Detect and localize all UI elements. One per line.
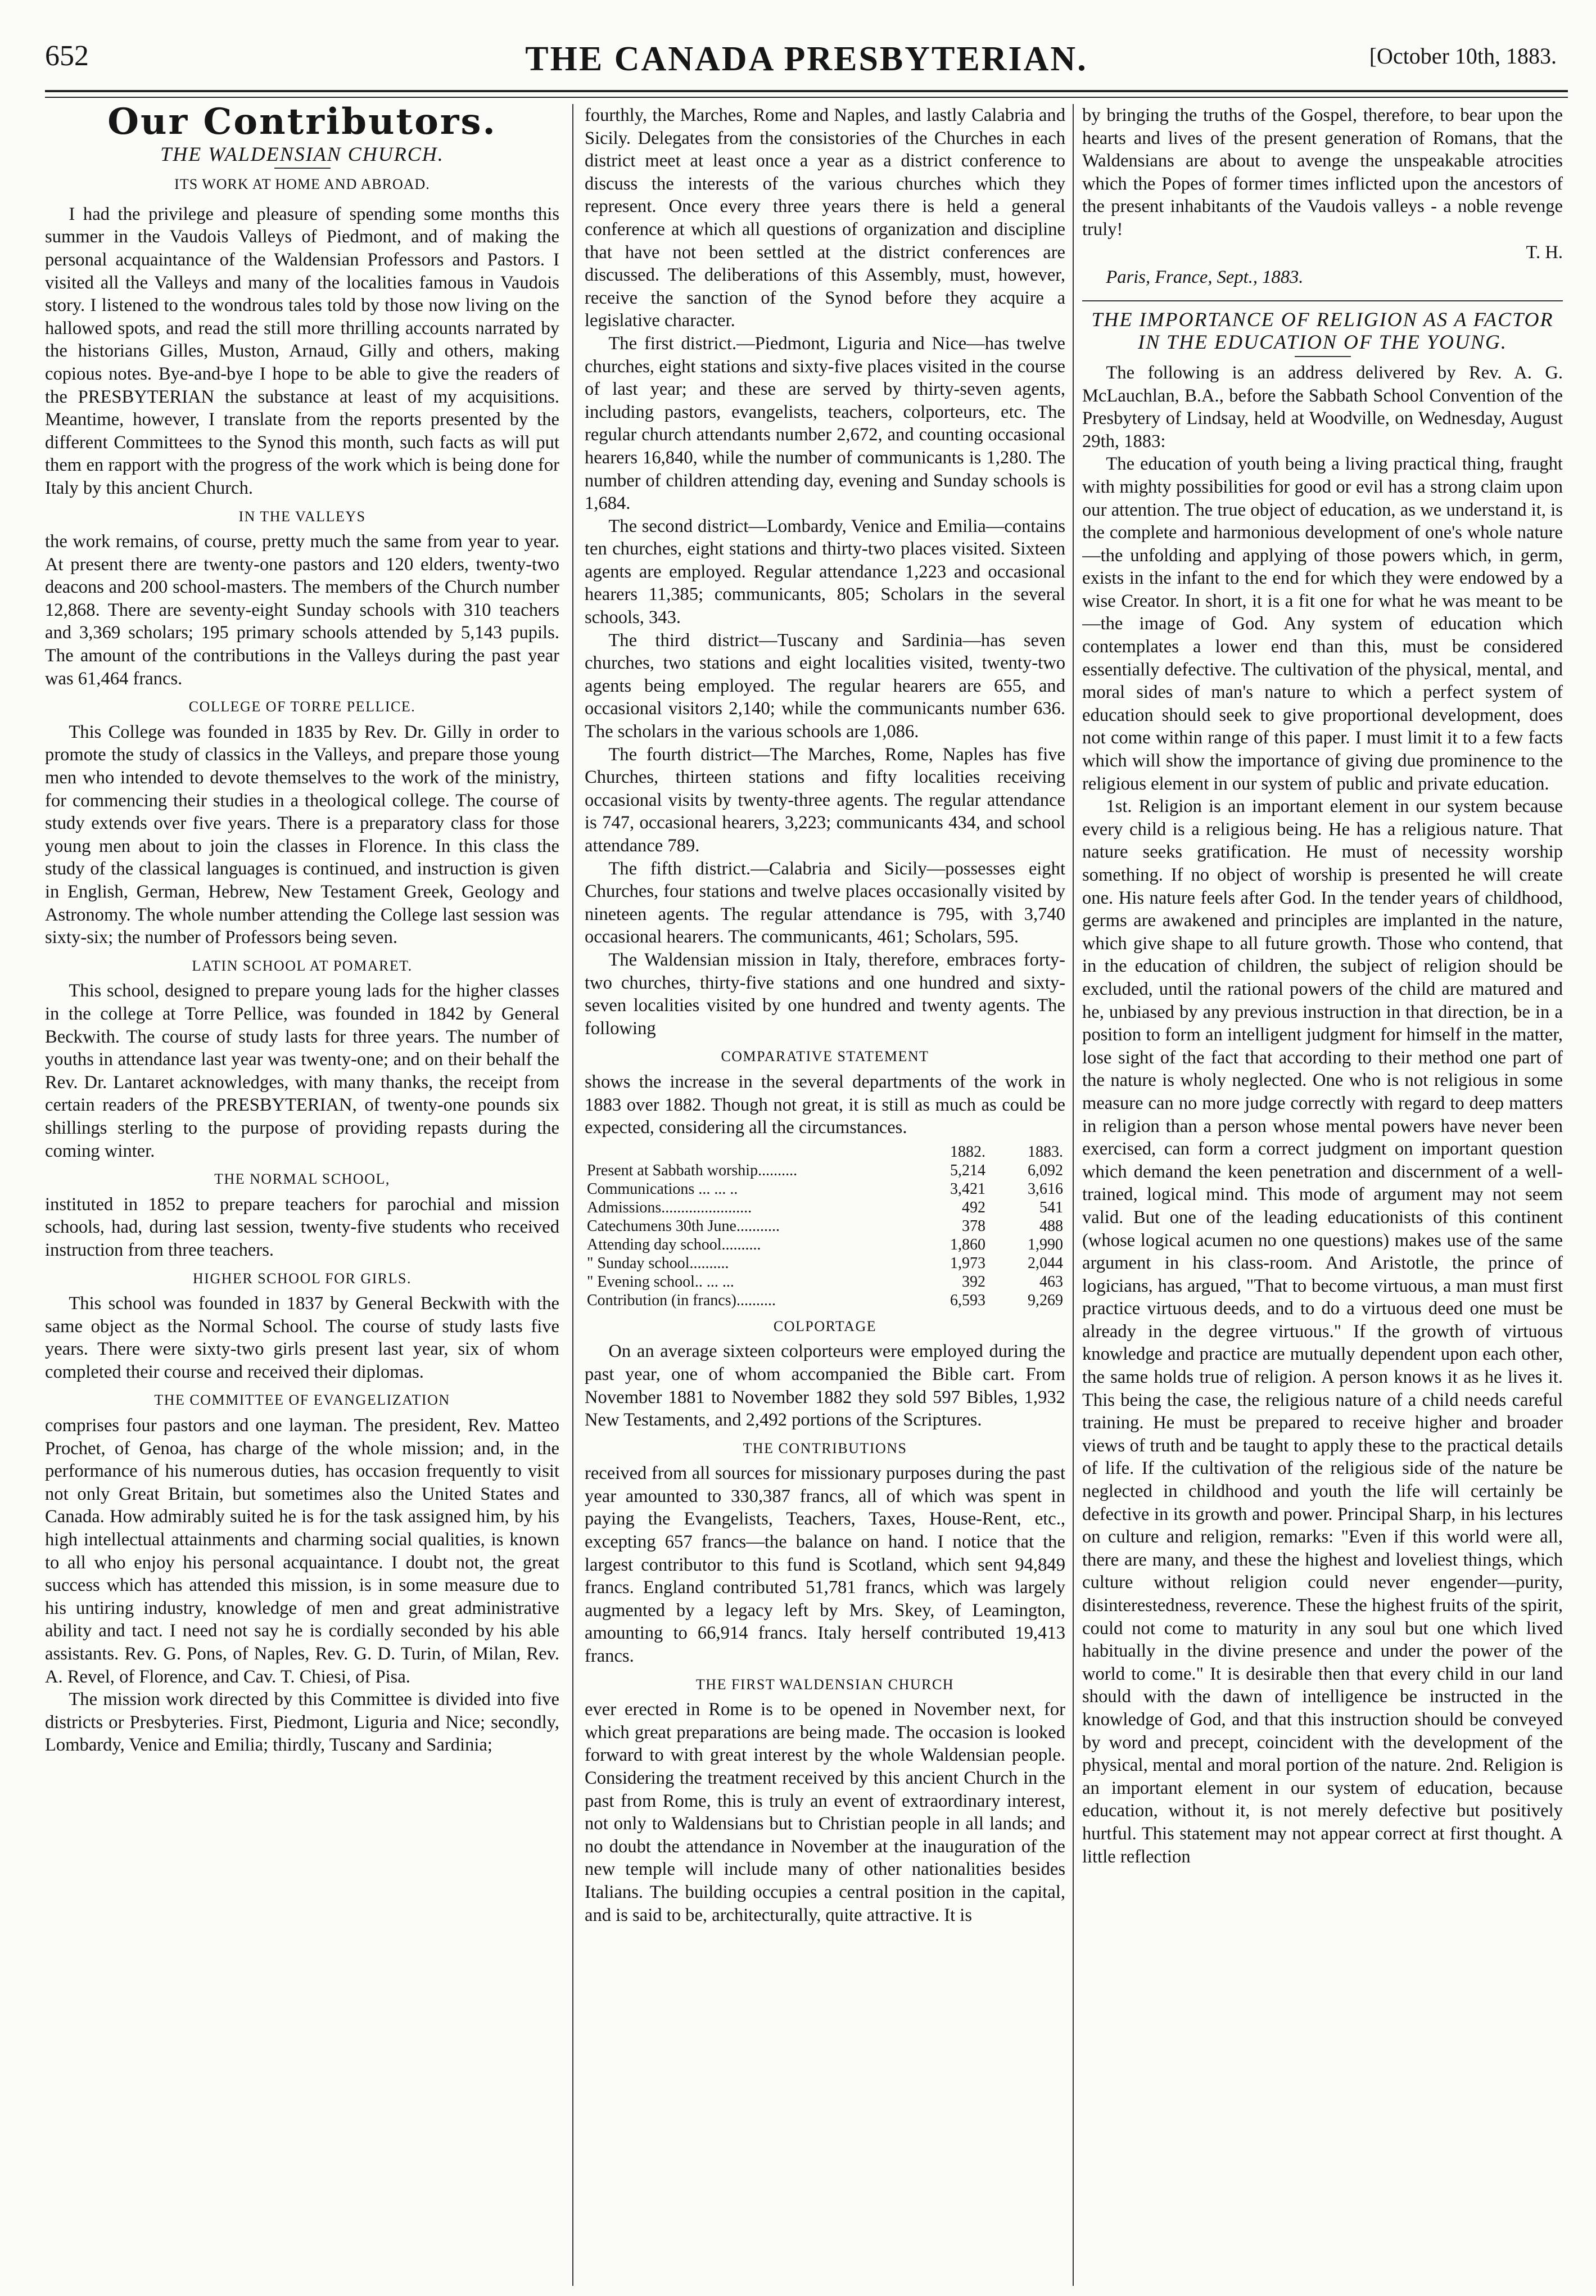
author-initials: T. H. <box>1526 242 1563 263</box>
paragraph: On an average sixteen colporteurs were employed during the past year, one of whom accompanied the Bible cart. From November 1881 to November 1882 they sold 597 Bibles, 1,932 New Testaments, and 2,492 portions of the Scriptures. <box>585 1341 1065 1431</box>
paragraph: The second district—Lombardy, Venice and Emilia—contains ten churches, eight stations and thirty-two places visited. Sixteen agents are employed. Regular attendance 1,223 and occasional hearers 11,385; communicants, 805; Scholars in the several schools, 343. <box>585 516 1065 628</box>
row-label: Contribution (in francs).......... <box>587 1291 776 1309</box>
value-1882: 492 <box>962 1198 985 1216</box>
subheading: COLLEGE OF TORRE PELLICE. <box>188 698 416 715</box>
row-label: " Sunday school.......... <box>587 1254 729 1272</box>
table-row <box>585 1235 1065 1254</box>
paragraph: ever erected in Rome is to be opened in November next, for which great preparations are being made. The occasion is looked forward to with great interest by the whole Waldensian people. Considering the treatment received by this ancient Church in the past from Rome, this is truly an event of extraordinary interest, not only to Waldensians but to Christian people in all lands; and no doubt the attendance in November at the inauguration of the new temple will include many of other nationalities besides Italians. The building occupies a central position in the capital, and is said to be, architecturally, quite attractive. It is <box>585 1699 1065 1925</box>
comparative-table <box>585 1143 1065 1310</box>
subheading: THE CONTRIBUTIONS <box>743 1440 907 1456</box>
paragraph: fourthly, the Marches, Rome and Naples, and lastly Calabria and Sicily. Delegates from the consistories of the Churches in each district meet at least once a year as a district conference to discuss the interests of the various churches which they represent. Once every three years there is held a general conference at which all questions of organization and discipline that have not been settled at the district conferences are discussed. The deliberations of this Assembly, must, however, receive the sanction of the Synod before they acquire a legislative character. <box>585 105 1065 331</box>
paragraph: shows the increase in the several departments of the work in 1883 over 1882. Though not great, it is still as much as could be expected, considering all the circumstances. <box>585 1071 1065 1138</box>
row-label: Catechumens 30th June........... <box>587 1217 780 1235</box>
paragraph: This school, designed to prepare young lads for the higher classes in the college at Torre Pellice, was founded in 1842 by General Beckwith. The course of study lasts for three years. The number of youths in attendance last year was twenty-one; and on their behalf the Rev. Dr. Lantaret acknowledges, with many thanks, the receipt from certain readers of the PRESBYTERIAN, of twenty-one pounds six shillings sterling to the purpose of providing repasts during the coming winter. <box>45 981 559 1161</box>
column-2 <box>585 104 1065 2286</box>
subheading: THE NORMAL SCHOOL, <box>214 1171 390 1188</box>
table-body <box>585 1161 1065 1310</box>
year-header: 1883. <box>1028 1143 1063 1161</box>
header-rule <box>45 90 1568 92</box>
paragraph: This school was founded in 1837 by General Beckwith with the same object as the Normal School. The course of study lasts five years. There were sixty-two girls present last year, six of whom completed their course and received their diplomas. <box>45 1293 559 1382</box>
value-1882: 6,593 <box>950 1291 985 1309</box>
page-header <box>45 39 1568 96</box>
row-label: Attending day school.......... <box>587 1235 761 1253</box>
article-title: THE WALDENSIAN CHURCH. <box>160 142 444 165</box>
header-rule-thin <box>45 97 1568 98</box>
value-1882: 1,860 <box>950 1235 985 1253</box>
value-1883: 6,092 <box>1028 1161 1063 1179</box>
value-1882: 378 <box>962 1217 985 1235</box>
subheading: HIGHER SCHOOL FOR GIRLS. <box>193 1270 412 1287</box>
table-row <box>585 1198 1065 1217</box>
value-1883: 2,044 <box>1028 1254 1063 1272</box>
subheading: LATIN SCHOOL AT POMARET. <box>192 957 413 974</box>
value-1883: 488 <box>1039 1217 1063 1235</box>
paragraph: instituted in 1852 to prepare teachers for parochial and mission schools, had, during last session, twenty-five students who received instruction from three teachers. <box>45 1194 559 1260</box>
article-title: THE IMPORTANCE OF RELIGION AS A FACTOR IN THE EDUCATION OF THE YOUNG. <box>1091 308 1554 354</box>
row-label: Present at Sabbath worship.......... <box>587 1161 798 1179</box>
paragraph: The fifth district.—Calabria and Sicily—possesses eight Churches, four stations and twelve places occasionally visited by nineteen agents. The regular attendance is 795, with 3,740 occasional hearers. The communicants, 461; Scholars, 595. <box>585 858 1065 948</box>
dateline: Paris, France, Sept., 1883. <box>1106 267 1304 288</box>
column-divider <box>572 104 573 2286</box>
paragraph: This College was founded in 1835 by Rev. Dr. Gilly in order to promote the study of classics in the Valleys, and prepare those young men who intended to devote themselves to the work of the ministry, for commencing their studies in a theological college. The course of study extends over five years. There is a preparatory class for those young men about to join the classes in Florence. In this class the study of the classical languages is continued, and instruction is given in English, German, Hebrew, New Testament Greek, Geology and Astronomy. The whole number attending the College last session was sixty-six; the number of Professors being seven. <box>45 721 559 948</box>
table-row <box>585 1217 1065 1235</box>
table-row <box>585 1273 1065 1291</box>
row-label: " Evening school.. ... ... <box>587 1273 734 1291</box>
paragraph: The mission work directed by this Committee is divided into five districts or Presbyteries. First, Piedmont, Liguria and Nice; secondly, Lombardy, Venice and Emilia; thirdly, Tuscany and Sardinia; <box>45 1689 559 1756</box>
paragraph: The Waldensian mission in Italy, therefore, embraces forty-two churches, thirty-five stations and one hundred and sixty-seven localities visited by one hundred and twenty agents. The following <box>585 949 1065 1039</box>
column-1 <box>45 104 559 2286</box>
table-row <box>585 1291 1065 1310</box>
paragraph: the work remains, of course, pretty much the same from year to year. At present there are twenty-one pastors and 120 elders, twenty-two deacons and 200 school-masters. The members of the Church number 12,868. There are seventy-eight Sunday schools with 310 teachers and 3,369 scholars; 195 primary schools attended by 5,143 pupils. The amount of the contributions in the Valleys during the past year was 61,464 francs. <box>45 531 559 689</box>
paragraph: The fourth district—The Marches, Rome, Naples has five Churches, thirteen stations and fifty localities receiving occasional visits by twenty-three agents. The regular attendance is 747, occasional hearers, 3,223; communicants 434, and school attendance 789. <box>585 744 1065 856</box>
paragraph: comprises four pastors and one layman. The president, Rev. Matteo Prochet, of Genoa, has charge of the whole mission; and, in the performance of his numerous duties, has occasion frequently to visit not only Great Britain, but sometimes also the United States and Canada. How admirably suited he is for the task assigned him, by his high intellectual attainments and charming social qualities, is known to all who enjoy his personal acquaintance. I doubt not, the great success which has attended this mission, is in some measure due to his untiring industry, knowledge of men and great administrative ability and tact. I need not say he is cordially seconded by his able assistants. Rev. G. Pons, of Naples, Rev. G. D. Turin, of Milan, Rev. A. Revel, of Florence, and Cav. T. Chiesi, of Pisa. <box>45 1415 559 1687</box>
value-1882: 1,973 <box>950 1254 985 1272</box>
article-divider <box>1082 300 1563 301</box>
value-1883: 541 <box>1039 1198 1063 1216</box>
value-1882: 5,214 <box>950 1161 985 1179</box>
value-1883: 9,269 <box>1028 1291 1063 1309</box>
subheading: COMPARATIVE STATEMENT <box>721 1048 929 1065</box>
paragraph: I had the privilege and pleasure of spending some months this summer in the Vaudois Valleys of Piedmont, and of making the personal acquaintance of the Waldensian Professors and Pastors. I visited all the Valleys and many of the localities famous in Vaudois story. I listened to the wondrous tales told by those now living on the hallowed spots, and read the still more thrilling accounts narrated by the historians Gilles, Muston, Arnaud, Gilly and others, making copious notes. Bye-and-bye I hope to be able to give the readers of the PRESBYTERIAN the substance at least of my acquisitions. Meantime, however, I translate from the reports presented by the different Committees to the Synod this month, such facts as will put them en rapport with the progress of the work which is being done for Italy by this ancient Church. <box>45 204 559 498</box>
table-row <box>585 1161 1065 1180</box>
subheading: THE FIRST WALDENSIAN CHURCH <box>695 1676 955 1693</box>
table-header-row <box>585 1143 1065 1161</box>
issue-date: [October 10th, 1883. <box>1369 43 1557 69</box>
value-1882: 3,421 <box>950 1180 985 1198</box>
value-1883: 1,990 <box>1028 1235 1063 1253</box>
column-3 <box>1082 104 1563 2286</box>
paragraph: The following is an address delivered by Rev. A. G. McLauchlan, B.A., before the Sabbath School Convention of the Presbytery of Lindsay, held at Woodville, on Wednesday, August 29th, 1883: <box>1082 362 1563 452</box>
value-1882: 392 <box>962 1273 985 1291</box>
table-row <box>585 1254 1065 1273</box>
subheading: THE COMMITTEE OF EVANGELIZATION <box>154 1392 450 1409</box>
value-1883: 3,616 <box>1028 1180 1063 1198</box>
paragraph: The third district—Tuscany and Sardinia—has seven churches, two stations and eight localities visited, twenty-two agents being employed. The regular hearers are 655, and occasional visitors 2,140; while the communicants number 636. The scholars in the various schools are 1,086. <box>585 630 1065 742</box>
column-divider <box>1073 104 1074 2286</box>
paragraph: by bringing the truths of the Gospel, therefore, to bear upon the hearts and lives of the present generation of Romans, that the Waldensians are about to avenge the unspeakable atrocities which the Popes of former times inflicted upon the ancestors of the present inhabitants of the Vaudois valleys - a noble revenge truly! <box>1082 105 1563 240</box>
title-rule <box>1295 356 1351 357</box>
value-1883: 463 <box>1039 1273 1063 1291</box>
signature-line <box>1082 241 1563 264</box>
paragraph: received from all sources for missionary purposes during the past year amounted to 330,387 francs, all of which was spent in paying the Evangelists, Teachers, Taxes, House-Rent, etc., excepting 657 francs—the balance on hand. I notice that the largest contributor to this fund is Scotland, which sent 94,849 francs. England contributed 51,781 francs, which was largely augmented by a legacy left by Mrs. Skey, of Leamington, amounting to 66,914 francs. Italy herself contributed 19,413 francs. <box>585 1463 1065 1667</box>
year-header: 1882. <box>950 1143 985 1161</box>
newspaper-title: THE CANADA PRESBYTERIAN. <box>525 40 1088 78</box>
subheading: COLPORTAGE <box>773 1318 877 1334</box>
table-row <box>585 1180 1065 1198</box>
paragraph: 1st. Religion is an important element in our system because every child is a religious being. He has a religious nature. That nature seeks gratification. He must of necessity worship something. If no object of worship is presented he will create one. His nature feels after God. In the tender years of childhood, germs are awakened and principles are implanted in the nature, which give shape to all future growth. Those who contend, that in the education of children, the subject of religion should be excluded, until the rational powers of the child are matured and he, unbiased by any previous instruction in that direction, be in a position to form an intelligent judgment for himself in the matter, lose sight of the fact that according to their method one part of the nature is wholy neglected. One who is not religious in some measure can no more judge correctly with regard to deep matters in religion than a person whose mental powers have never been exercised, can form a correct judgment on important question which demand the keen penetration and discernment of a well-trained, logical mind. This mode of argument may not seem valid. But one of the leading educationists of this continent (whose logical acumen no one questions) makes use of the same argument in his class-room. And Aristotle, the prince of logicians, has argued, "That to become virtuous, a man must first practice virtuous deeds, and to do a virtuous deed one must be already in the degree virtuous." If the growth of virtuous knowledge and practice are mutually dependent upon each other, the same holds true of religion. A person knows it as he lives it. This being the case, the religious nature of a child needs careful training. He must be prepared to receive higher and broader views of truth and be taught to apply these to the practical details of life. If the cultivation of the religious side of the nature be neglected in childhood and youth the life will certainly be defective in its growth and power. Principal Sharp, in his lectures on culture and religion, remarks: "Even if this world were all, there are many, and these the highest and loveliest things, which culture without religion could never engender—purity, disinterestedness, reverence. These the highest fruits of the spirit, could not come to maturity in any soul but one which lived habitually in the divine presence and under the power of the world to come." It is desirable then that every child in our land should with the dawn of intelligence be instructed in the knowledge of God, and that this instruction should be conveyed by word and precept, coincident with the development of the physical, mental and moral portion of the nature. 2nd. Religion is an important element in our system of education, because education, without it, is not merely defective but positively hurtful. This statement may not appear correct at first thought. A little reflection <box>1082 796 1563 1867</box>
row-label: Admissions....................... <box>587 1198 752 1216</box>
subheading: IN THE VALLEYS <box>238 508 366 525</box>
paragraph: The education of youth being a living practical thing, fraught with mighty possibilities for good or evil has a strong claim upon our attention. The true object of education, as we understand it, is the complete and harmonious development of one's whole nature—the unfolding and applying of those powers which, in germ, exists in the infant to the end for which they were endowed by a wise Creator. In short, it is a fit one for what he was meant to be—the image of God. Any system of education which contemplates a lower end than this, must be considered essentially defective. The cultivation of the physical, mental, and moral sides of man's nature to which a perfect system of education should seek to give proportional development, does not come within range of this paper. I must limit it to a few facts which will show the importance of giving due prominence to the religious element in our system of public and private education. <box>1082 454 1563 794</box>
section-masthead: Our Contributors. <box>107 104 497 143</box>
page-number: 652 <box>45 40 89 72</box>
title-rule <box>274 168 331 169</box>
article-subtitle: ITS WORK AT HOME AND ABROAD. <box>174 176 430 193</box>
paragraph: The first district.—Piedmont, Liguria and Nice—has twelve churches, eight stations and sixty-five places visited in the course of last year; and these are served by thirty-seven agents, including pastors, evangelists, teachers, colporteurs, etc. The regular church attendants number 2,672, and counting occasional hearers 16,840, while the number of communicants is 1,280. The number of children attending day, evening and Sunday schools is 1,684. <box>585 333 1065 514</box>
row-label: Communications ... ... .. <box>587 1180 738 1198</box>
